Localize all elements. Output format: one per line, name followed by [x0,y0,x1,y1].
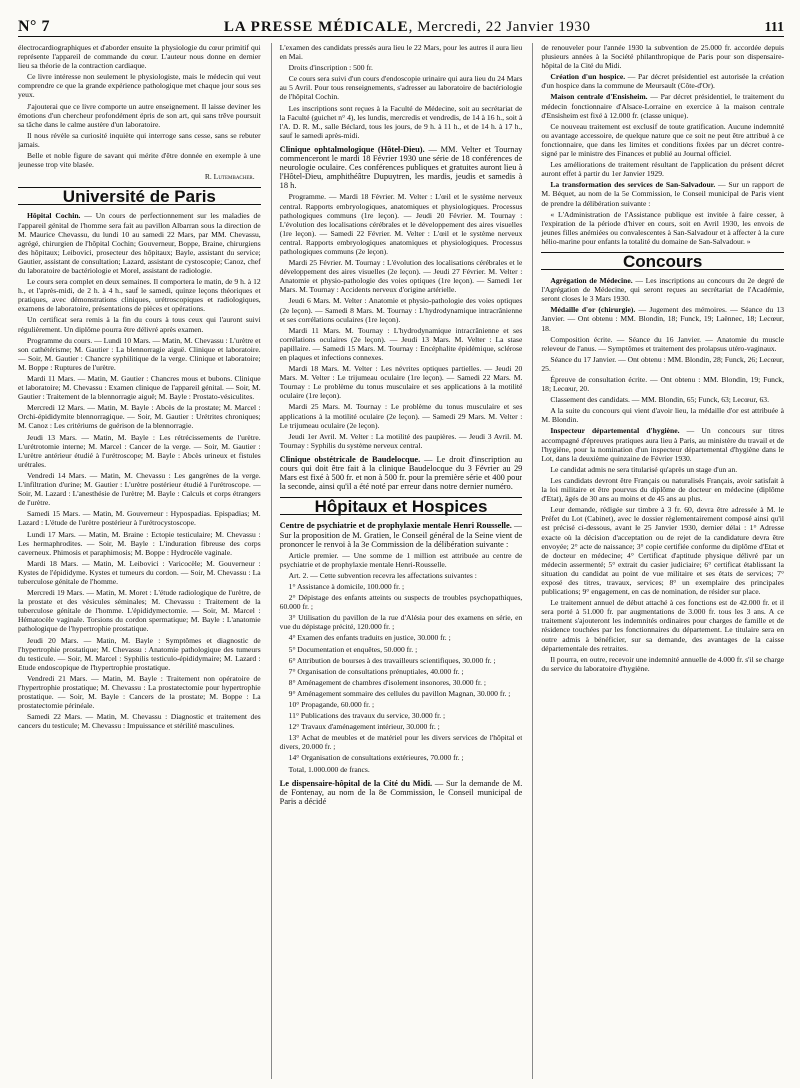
article-text: — Jugement des mémoires. — Séance du 13 Janvier. — Ont obtenu : MM. Blondin, 18; Funck, 19; Laënnec, 18; Lecœur, 18. [541,305,784,333]
list-item: 14° Organisation de consultations extérieures, 70.000 fr. ; [288,753,464,763]
column-3 [532,43,784,1079]
paragraph: Jeudi 13 Mars. — Matin, M. Bayle : Les rétrécissements de l'urètre. L'urétrotomie interne; M. Marcel : Cancer de la verge. — Soir, M. Gautier : L'urètre antérieur étudié à l'urétroscope; M. Bayle : Abcès urineux et fistules urétrales. [18,432,261,469]
paragraph: Vendredi 21 Mars. — Matin, M. Bayle : Traitement non opératoire de l'hypertrophie prostatique; M. Chevassu : La prostatectomie pour hypertrophie prostatique. — Soir, M. Bayle : Cancers de la prostate; M. Boppe : La prostatectomie périnéale. [18,673,261,711]
issue-date: , Mercredi, 22 Janvier 1930 [408,19,591,35]
list-item: 8° Aménagement de chambres d'isolement insonores, 30.000 fr. ; [288,677,487,687]
article-title-text: Clinique obstétricale de Baudelocque. [279,454,421,464]
article-title: Médaille d'or (chirurgie). [550,305,636,315]
article-title-text: Centre de psychiatrie et de prophylaxie mentale Henri Rousselle. [279,521,512,531]
paragraph: L'examen des candidats pressés aura lieu le 22 Mars, pour les autres il aura lieu en Mai. [279,43,523,62]
paragraph: Mercredi 19 Mars. — Matin, M. Moret : L'étude radiologique de l'urètre, de la prostate et des vésicules séminales; M. Chevassu : Traitement de la tuberculose génitale de l'homme. L'épididymectomie. — Soir, M. Marcel : Hématocèle vaginale. Torsions du cordon spermatique; M. Bayle : L'anatomie pathologique de l'hypertrophie prostatique. [18,588,261,634]
paragraph: Mardi 25 Février. M. Tournay : L'évolution des localisations cérébrales et le développement des aires visuelles (2e leçon). — Jeudi 27 Février. M. Velter : Anatomie et physio-pathologie des voies optiques (1re leçon). — Samedi 1er Mars. M. Tournay : Accidents nerveux d'origine artérielle. [279,258,523,295]
paragraph: Il pourra, en outre, recevoir une indemnité annuelle de 4.000 fr. s'il se charge du service du laboratoire d'hygiène. [541,654,784,673]
paragraph: Les candidats devront être Français ou naturalisés Français, avoir satisfait à la loi militaire et être pourvus du diplôme de docteur en médecine (diplôme d'Etat), âgés de 30 ans au moins et de 45 ans au plus. [541,475,784,504]
article-text: — Sur un rapport de M. Béquet, au nom de la 5e Commission, le Conseil municipal de Paris vient de prendre la délibération suivante : [541,180,784,208]
article-title [280,145,523,190]
article-title: Maison centrale d'Ensisheim. [550,92,648,102]
article-title: Création d'un hospice. [550,72,626,82]
paragraph: Mardi 11 Mars. M. Tournay : L'hydrodynamique intracrânienne et ses corrélations oculaires (2e leçon). — Jeudi 13 Mars. M. Velter : La stase papillaire. — Samedi 15 Mars. M. Tournay : Encéphalite épidémique, sclérose en plaques et infections connexes. [279,325,523,362]
page-number: 111 [764,20,784,35]
paragraph: « L'Administration de l'Assistance publique est invitée à faire cesser, à l'expiration de la période d'hiver en cours, soit en Avril 1930, les envois de jeunes filles anémiées ou convalescentes à San-Salvadour et à affecter à la cure hélio-marine pour enfants la totalité du domaine de San-Salvadour. » [541,209,784,246]
paragraph: Vendredi 14 Mars. — Matin, M. Chevassu : Les gangrènes de la verge. L'infiltration d'urine; M. Gautier : L'urètre postérieur étudié à l'urétroscope. — Soir, M. Lazard : L'anesthésie de l'urètre; M. Bayle : Calculs et corps étrangers de l'urètre. [18,470,261,508]
column-1 [18,43,261,1079]
article-title: Agrégation de Médecine. [550,276,633,286]
running-head [18,6,784,37]
paragraph: Composition écrite. — Séance du 16 Janvier. — Anatomie du muscle releveur de l'anus. — Symptômes et traitement des prolapsus utéro-vaginaux. [541,334,784,353]
section-title-concours: Concours [541,252,784,270]
paragraph: Il nous révèle sa curiosité inquiète qui interroge sans cesse, sans se rebuter jamais. [18,130,261,149]
article-title: La transformation des services de San-Salvadour. [550,180,716,190]
paragraph: J'ajouterai que ce livre comporte un autre enseignement. Il laisse deviner les émotions d'un chercheur profondément épris de son art, qui sans trêve poursuit sa tâche dans le calme austère d'un laboratoire. [18,101,261,129]
article-text: — Sur la demande de M. de Fontenay, au nom de la 8e Commission, le Conseil municipal de Paris a décidé [279,778,523,806]
article-text: — Les inscriptions au concours du 2e degré de l'Agrégation de Médecine, qui seront reçues au secrétariat de l'Académie, seront closes le 3 Mars 1930. [541,276,784,304]
section-title-hopitaux: Hôpitaux et Hospices [280,497,523,515]
paragraph: Mardi 18 Mars. M. Velter : Les névrites optiques partielles. — Jeudi 20 Mars. M. Velter : Le trijumeau oculaire (1re leçon). — Samedi 22 Mars. M. Tournay : Le problème du tonus musculaire et ses applications à la motilité oculaire (1re leçon). [279,364,523,401]
paragraph: Ce nouveau traitement est exclusif de toute gratification. Aucune indemnité ou avantage accessoire, de quelque nature que ce soit ne peut être attribué à ce fonctionnaire, que dans les limites et conditions fixées par un décret contre-signé par le ministre des Finances et publié au Journal officiel. [541,121,784,159]
article-text: — Par décret présidentiel est autorisée la création d'un hospice dans la commune de Meursault (Côte-d'Or). [541,72,784,91]
paragraph: Le candidat admis ne sera titularisé qu'après un stage d'un an. [550,464,738,474]
paragraph: Samedi 22 Mars. — Matin, M. Chevassu : Diagnostic et traitement des cancers du testicule; M. Chevassu : Impuissance et stérilité masculines. [18,712,261,731]
article-text: — MM. Velter et Tournay commenceront le mardi 18 Février 1930 une série de 18 conférences de neurologie oculaire. Ces conférences publiques et gratuites auront lieu à l'Hôtel-Dieu, amphithéâtre Dupuytren, les mardis, jeudis et samedis à 18 h. [279,144,523,191]
list-item: 3° Utilisation du pavillon de la rue d'Alésia pour des examens en série, en vue du dépistage précité, 120.000 fr. ; [279,613,523,632]
paragraph: Mardi 25 Mars. M. Tournay : Le problème du tonus musculaire et ses applications à la motilité oculaire (2e leçon). — Samedi 29 Mars. M. Velter : Le trijumeau oculaire (2e leçon). [279,402,523,430]
column-2 [271,43,523,1079]
article-text: — Par décret présidentiel, le traitement du médecin fonctionnaire d'Alsace-Lorraine en exercice à la maison centrale d'Ensisheim est fixé à 12.000 fr. (classe unique). [541,92,784,120]
paragraph: Le traitement annuel de début attaché à ces fonctions est de 42.000 fr. et il sera porté à 51.000 fr. par augmentations de 3.000 fr. tous les 3 ans. A ce traitement s'ajouteront les indemnités ordinaires pour charges de famille et de résidence touchées par les fonctionnaires du département. Le titulaire sera en outre admis à bénéficier, sur sa demande, des avantages de la caisse départementale des retraites. [541,598,784,653]
article-title: Inspecteur départemental d'hygiène. [550,426,680,436]
issue-number: N° 7 [18,18,50,35]
paragraph: Un certificat sera remis à la fin du cours à tous ceux qui l'auront suivi régulièrement. Un diplôme pourra être délivré après examen. [18,315,261,334]
article-title: Hôpital Cochin. [27,211,81,221]
columns [18,43,784,1079]
article-title [280,779,523,806]
paragraph: Samedi 15 Mars. — Matin, M. Gouverneur : Hypospadias. Epispadias; M. Lazard : L'étude de l'urètre postérieur à l'urétrocystoscope. [18,509,261,528]
article-text: — Un concours sur titres accompagné d'épreuves pratiques aura lieu à Paris, au ministère du travail et de l'hygiène, pour la nomination d'un inspecteur départemental d'hygiène dans le Lot, dans la deuxième quinzaine de Février 1930. [541,426,784,463]
paragraph: Jeudi 20 Mars. — Matin, M. Bayle : Symptômes et diagnostic de l'hypertrophie prostatique; M. Chevassu : Anatomie pathologique des tumeurs du testicule. — Soir, M. Marcel : Syphilis testiculo-épididymaire; M. Lazard : Etude endoscopique de l'hypertrophie prostatique. [18,635,261,672]
article-title [280,521,523,548]
paragraph: Les inscriptions sont reçues à la Faculté de Médecine, soit au secrétariat de la Faculté (guichet n° 4), les lundis, mercredis et vendredis, de 14 à 16 h., soit à l'A. D. R. M., salle Béclard, tous les jours, de 9 h. à 11 h., et de 14 h. à 17 h., sauf le samedi après-midi. [279,103,523,140]
signature: R. Lutembacher. [204,172,255,182]
paragraph: Épreuve de consultation écrite. — Ont obtenu : MM. Blondin, 19; Funck, 18; Lecœur, 20. [541,375,784,394]
article-title [280,455,523,491]
paragraph: Belle et noble figure de savant qui mérite d'être donnée en exemple à une jeunesse trop vite blasée. [18,151,261,170]
journal-title-line [224,19,591,36]
paragraph: Leur demande, rédigée sur timbre à 3 fr. 60, devra être adressée à M. le Préfet du Lot (Cabinet), avec le dossier réglementairement composé ainsi qu'il est précisé ci-dessous, avant le 25 Janvier 1930, dernier délai : 1° Adresse exacte où la décision d'acceptation ou de rejet de la candidature devra être envoyée; 2° acte de naissance; 3° copie certifiée conforme du diplôme d'Etat et de docteur en médecine; 4° Certificat d'aptitude physique délivré par un médecin assermenté; 5° extrait du casier judiciaire; 6° certificat établissant la situation du candidat au point de vue militaire et ses états de services; 7° exposé des titres, travaux, services; 8° un exemplaire des principales publications; 9° engagement, en cas de nomination, de résider sur place. [541,505,784,597]
allocation-list [280,582,523,774]
paragraph: Le cours sera complet en deux semaines. Il comportera le matin, de 9 h. à 12 h., et l'après-midi, de 2 h. à 4 h., sauf le samedi, quinze leçons théoriques et pratiques, avec démonstrations cliniques, urétroscopiques et radiologiques, examens de laboratoire, présentations de pièces et opérations. [18,277,261,314]
paragraph: Droits d'inscription : 500 fr. [288,63,373,73]
paragraph: Jeudi 1er Avril. M. Velter : La motilité des paupières. — Jeudi 3 Avril. M. Tournay : Syphilis du système nerveux central. [279,431,523,450]
list-item: 6° Attribution de bourses à des travailleurs scientifiques, 30.000 fr. ; [288,655,496,665]
paragraph: Ce cours sera suivi d'un cours d'endoscopie urinaire qui aura lieu du 24 Mars au 5 Avril. Pour tous renseignements, s'adresser au laboratoire de bactériologie de l'hôpital Cochin. [279,74,523,102]
paragraph: Article premier. — Une somme de 1 million est attribuée au centre de psychiatrie et de prophylaxie mentale Henri-Rousselle. [279,550,523,569]
article-title-text: Le dispensaire-hôpital de la Cité du Midi. [279,778,433,788]
paragraph: de renouveler pour l'année 1930 la subvention de 25.000 fr. accordée depuis plusieurs années à la Société philanthropique de Paris pour son dispensaire-hôpital de la Cité du Midi. [541,43,784,71]
section-title-universite: Université de Paris [18,187,261,205]
list-item: 2° Dépistage des enfants atteints ou suspects de troubles psychopathiques, 60.000 fr. ; [279,593,523,612]
paragraph: Les améliorations de traitement résultant de l'application du présent décret auront effet à partir du 1er Janvier 1929. [541,160,784,179]
list-item: 9° Aménagement sommaire des cellules du pavillon Magnan, 30.000 fr. ; [288,688,511,698]
paragraph: électrocardiographiques et d'aborder ensuite la physiologie du cœur primitif qui représente l'appareil de commande du cœur. L'auteur nous donne en dernier lieu sa théorie de la contraction cardiaque. [18,43,261,71]
paragraph: Mardi 11 Mars. — Matin, M. Gautier : Chancres mous et bubons. Clinique et laboratoire; M. Chevassu : Examen clinique de l'appareil génital. — Soir, M. Gautier : Traitement de la blennorragie aiguë; M. Bayle : Prostato-vésiculites. [18,374,261,402]
list-item: 13° Achat de meubles et de matériel pour les divers services de l'hôpital et divers, 20.000 fr. ; [279,733,523,752]
article-title-text: Clinique ophtalmologique (Hôtel-Dieu). [279,144,425,154]
paragraph: Jeudi 6 Mars. M. Velter : Anatomie et physio-pathologie des voies optiques (2e leçon). — Samedi 8 Mars. M. Tournay : L'hydrodynamique intracrânienne et ses corrélations oculaires (1re leçon). [279,296,523,324]
paragraph: Art. 2. — Cette subvention recevra les affectations suivantes : [288,570,477,580]
paragraph: Mardi 18 Mars. — Matin, M. Leibovici : Varicocèle; M. Gouverneur : Kystes de l'épididyme. Kystes et tumeurs du cordon. — Soir, M. Chevassu : La tuberculose génitale de l'homme. [18,558,261,586]
journal-title: LA PRESSE MÉDICALE [223,19,409,35]
article-text: — Un cours de perfectionnement sur les maladies de l'appareil génital de l'homme sera fait au pavillon Albarran sous la direction de M. Maurice Chevassu, du lundi 10 au samedi 22 Mars, par MM. Chevassu, agrégé, chirurgien de l'hôpital Cochin; Gouverneur, Boppe, Braine, chirurgiens des hôpitaux; Leibovici, prosecteur des hôpitaux; Bayle, assistant du service; Gautier, assistant de consultation; Lazard, assistant de cystoscopie; Canoz, chef du laboratoire de bactériologie et Morel, assistant de radiologie. [18,211,261,275]
list-item: 10° Propagande, 60.000 fr. ; [288,700,375,709]
paragraph: Ce livre intéresse non seulement le physiologiste, mais le médecin qui veut comprendre ce que la grande expérience pathologique met chaque jour sous ses yeux. [18,72,261,100]
paragraph: Mercredi 12 Mars. — Matin, M. Bayle : Abcès de la prostate; M. Marcel : Orchi-épididymite blennorragique. — Soir, M. Gautier : Urétrites chroniques; M. Canoz : Les critériums de guérison de la blennorragie. [18,403,261,431]
article-text: — Le droit d'inscription au cours qui doit être fait à la clinique Baudelocque du 3 Février au 29 Mars est fixé à 500 fr. et non à 500 fr. pour la première série et 400 pour la seconde, ainsi qu'il a été noté par erreur dans notre dernier numéro. [279,454,523,492]
paragraph: Lundi 17 Mars. — Matin, M. Braine : Ectopie testiculaire; M. Chevassu : Les hermaphrodites. — Soir, M. Bayle : L'induration fibreuse des corps caverneux. Phimosis et paraphimosis; M. Boppe : Hydrocèle vaginale. [18,529,261,557]
paragraph: Programme du cours. — Lundi 10 Mars. — Matin, M. Chevassu : L'urètre et son cathétérisme; M. Gautier : La blennorragie aiguë. Clinique et laboratoire. — Soir, M. Gautier : Chancre syphilitique de la verge. Clinique et laboratoire; M. Boppe : Ruptures de l'urètre. [18,335,261,372]
paragraph: Programme. — Mardi 18 Février. M. Velter : L'œil et le système nerveux central. Rapports embryologiques, anatomiques et physiologiques. Processus pathologiques communs (1re leçon). — Jeudi 20 Février. M. Tournay : L'évolution des localisations cérébrales et le développement des aires visuelles (1re leçon). — Samedi 22 Février. M. Velter : L'œil et le système nerveux central. Rapports embryologiques anatomiques et physiologiques. Processus pathologiques communs (2e leçon). [279,192,523,256]
paragraph: A la suite du concours qui vient d'avoir lieu, la médaille d'or est attribuée à M. Blondin. [541,406,784,425]
paragraph: Séance du 17 Janvier. — Ont obtenu : MM. Blondin, 28; Funck, 26; Lecœur, 25. [541,354,784,373]
list-item: 12° Travaux d'aménagement intérieur, 30.000 fr. ; [288,722,440,732]
list-item: 7° Organisation de consultations prénuptiales, 40.000 fr. ; [288,666,464,676]
list-item: 11° Publications des travaux du service, 30.000 fr. ; [288,711,446,721]
newspaper-page [0,6,800,1088]
list-item: Total, 1.000.000 de francs. [288,764,370,774]
list-item: 4° Examen des enfants traduits en justice, 30.000 fr. ; [288,633,451,643]
list-item: 5° Documentation et enquêtes, 50.000 fr. ; [288,644,418,654]
list-item: 1° Assistance à domicile, 100.000 fr. ; [288,581,405,591]
paragraph: Classement des candidats. — MM. Blondin, 65; Funck, 63; Lecœur, 63. [550,395,769,405]
article-text: — Sur la proposition de M. Gratien, le Conseil général de la Seine vient de prononcer le renvoi à la 3e Commission de la délibération suivante : [279,521,523,549]
